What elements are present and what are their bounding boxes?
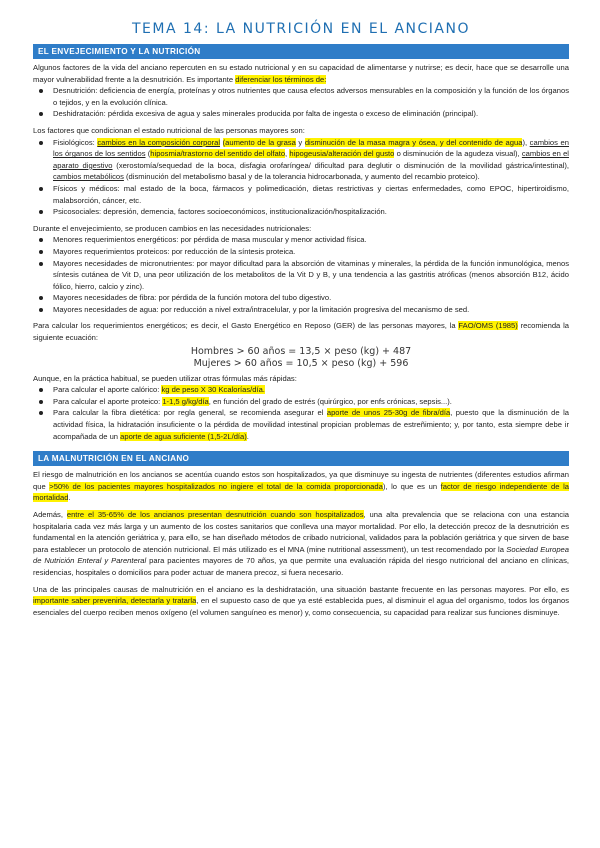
equation-men: Hombres > 60 años = 13,5 × peso (kg) + 487	[190, 345, 412, 357]
list-item: Para calcular el aporte calórico: kg de peso X 30 Kcalorías/día.	[33, 384, 569, 396]
ger-paragraph: Para calcular los requerimientos energéticos; es decir, el Gasto Energético en Reposo (GER) de las personas mayores, la FAO/OMS (1985) recomienda la siguiente ecuación:	[33, 321, 569, 343]
list-item: Mayores necesidades de micronutrientes: por mayor dificultad para la absorción de vitaminas y minerales, la pérdida de la función inmunológica, menos síntesis cutánea de Vit D, una peor utilización de los metabolitos de la Vit D y B, y una tendencia a las gastritis atróficas (menos absorción B12, ácido fólico, hierro, calcio y zinc).	[33, 258, 569, 293]
list-item: Mayores necesidades de fibra: por pérdida de la función motora del tubo digestivo.	[33, 292, 569, 304]
document-page	[33, 20, 569, 618]
list-item-fisiologicos: Fisiológicos: cambios en la composición corporal (aumento de la grasa y disminución de la masa magra y ósea, y del contenido de agua), cambios en los órganos de los sentidos (hiposmia/trastorno del sentido del olfato, hipogeusia/alteración del gusto o disminución de la agudeza visual), cambios en el aparato digestivo (xerostomía/sequedad de la boca, disfagia orofaríngea/ dificultad para deglutir o disminución de la movilidad gástrica/intestinal), cambios metabólicos (disminución del metabolismo basal y de la tolerancia hidrocarbonada, y aumento del recambio proteico).	[33, 137, 569, 183]
quick-formulas-list	[33, 384, 569, 442]
list-item: Desnutrición: deficiencia de energía, proteínas y otros nutrientes que causa efectos adversos mensurables en la composición y la función de los órganos o tejidos, y en la evolución clínica.	[33, 85, 569, 108]
factors-intro: Los factores que condicionan el estado nutricional de las personas mayores son:	[33, 125, 305, 135]
list-item-fisicos: Físicos y médicos: mal estado de la boca, fármacos y polimedicación, dietas restrictivas y ciertas enfermedades, como EPOC, hipertiroidismo, malabsorción, cáncer, etc.	[33, 183, 569, 206]
list-item: Mayores necesidades de agua: por reducción a nivel extra/intracelular, y por la limitación progresiva del mecanismo de sed.	[33, 304, 569, 316]
malnutrition-paragraph-1: El riesgo de malnutrición en los ancianos se acentúa cuando estos son hospitalizados, ya que disminuye su ingesta de nutrientes (diferentes estudios afirman que >50% de los pacientes mayores hospitalizados no ingiere el total de la comida proporcionada), lo que es un factor de riesgo independiente de la mortalidad.	[33, 470, 569, 503]
section-header-envejecimiento: EL ENVEJECIMIENTO Y LA NUTRICIÓN	[33, 44, 569, 59]
factors-list	[33, 137, 569, 218]
list-item: Para calcular el aporte proteico: 1-1,5 g/kg/día, en función del grado de estrés (quirúrgico, por enfs crónicas, sepsis...).	[33, 396, 569, 408]
list-item: Menores requerimientos energéticos: por pérdida de masa muscular y menor actividad física.	[33, 234, 569, 246]
needs-intro: Durante el envejecimiento, se producen cambios en las necesidades nutricionales:	[33, 223, 312, 233]
list-item: Para calcular la fibra dietética: por regla general, se recomienda asegurar el aporte de unos 25-30g de fibra/día, puesto que la disminución de la actividad física, la hidratación insuficiente o la pérdida de movilidad intestinal propician problemas de estreñimiento; y, por tanto, esta siempre debe ir acompañada de un aporte de agua suficiente (1,5-2L/día).	[33, 407, 569, 442]
malnutrition-paragraph-2: Además, entre el 35-65% de los ancianos presentan desnutrición cuando son hospitalizados, una alta prevalencia que se relaciona con una estancia hospitalaria cada vez más larga y un aumento de los costes sanitarios que conlleva una mayor mortalidad. Por ello, la detección precoz de la desnutrición es fundamental en la atención geriátrica y, para ello, se han diseñado métodos de cribado nutricional, validados para la población geriátrica y que sirven de base para establecer un protocolo de atención nutricional. El más utilizado es el MNA (mine nutritional assessment), un test recomendado por la Sociedad Europea de Nutrición Enteral y Parenteral para pacientes mayores de 70 años, ya que permite una evaluación rápida del riesgo nutricional del anciano en clínicas, residencias, hospitales o domicilios para poder actuar de manera precoz, si fuera necesario.	[33, 510, 569, 577]
list-item-psicosociales: Psicosociales: depresión, demencia, factores socioeconómicos, institucionalización/hospitalización.	[33, 206, 569, 218]
section-header-malnutricion: LA MALNUTRICIÓN EN EL ANCIANO	[33, 451, 569, 466]
quick-formulas-intro: Aunque, en la práctica habitual, se pueden utilizar otras fórmulas más rápidas:	[33, 373, 297, 383]
list-item: Deshidratación: pérdida excesiva de agua y sales minerales producida por falta de ingesta o exceso de eliminación (principal).	[33, 108, 569, 120]
malnutrition-paragraph-3: Una de las principales causas de malnutrición en el anciano es la deshidratación, una situación bastante frecuente en las personas mayores. Por ello, es importante saber prevenirla, detectarla y tratarla, en el supuesto caso de que ya esté establecida pues, al disminuir el agua del organismo, todos los órganos esenciales del cuerpo reciben menos oxígeno (el volumen sanguíneo es menor) y, como consecuencia, su capacidad para realizar sus funciones disminuye.	[33, 584, 569, 617]
list-item: Mayores requerimientos proteicos: por reducción de la síntesis proteica.	[33, 246, 569, 258]
equation-women: Mujeres > 60 años = 10,5 × peso (kg) + 596	[193, 357, 409, 369]
terms-list	[33, 85, 569, 120]
intro-paragraph: Algunos factores de la vida del anciano repercuten en su estado nutricional y en su capacidad de alimentarse y nutrirse; es decir, hace que se desarrolle una mayor vulnerabilidad frente a la desnutrición. Es importante diferenciar los términos de:	[33, 63, 569, 84]
ger-equation	[33, 346, 569, 370]
page-title: TEMA 14: LA NUTRICIÓN EN EL ANCIANO	[132, 21, 470, 37]
needs-list	[33, 234, 569, 315]
